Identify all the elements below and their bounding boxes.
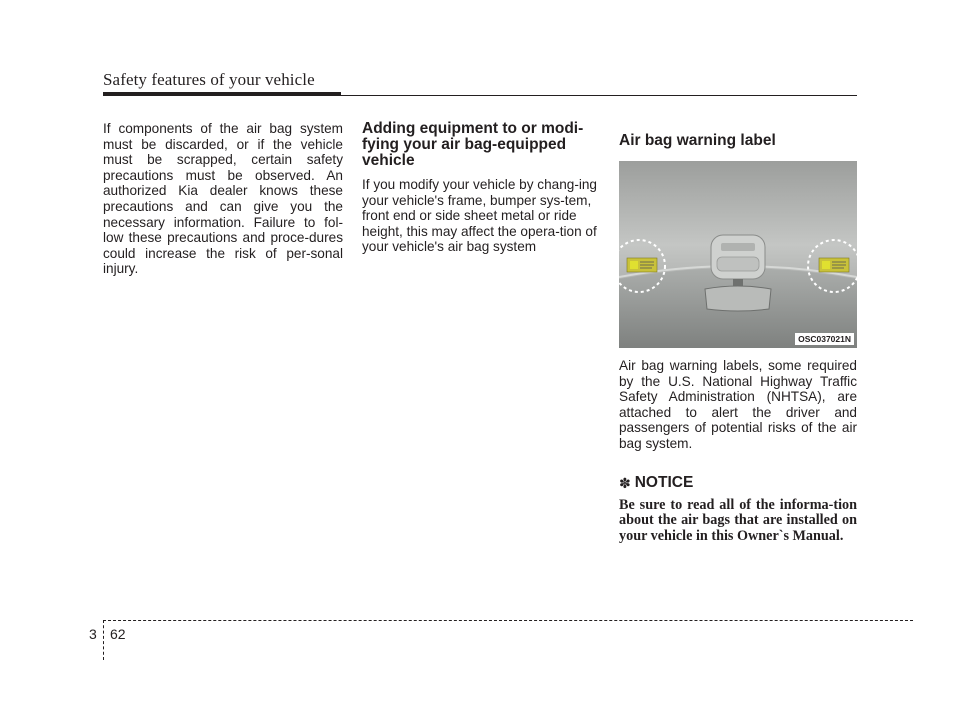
left-warning-label <box>627 258 657 272</box>
modify-heading: Adding equipment to or modi-fying your air bag-equipped vehicle <box>362 120 584 169</box>
column-3 <box>619 133 857 559</box>
footer-divider <box>103 620 104 660</box>
warning-label-heading: Air bag warning label <box>619 132 776 149</box>
column-2 <box>362 121 602 255</box>
page-chapter: 3 <box>89 626 97 642</box>
modify-paragraph: If you modify your vehicle by chang-ing your vehicle's frame, bumper sys-tem, front end or side sheet metal or ride height, this may affect the opera-tion of your vehicle's air bag system <box>362 177 597 255</box>
notice-heading-label: NOTICE <box>634 473 694 491</box>
page-number: 62 <box>110 626 126 642</box>
header-title: Safety features of your vehicle <box>103 70 315 89</box>
figure-code: OSC037021N <box>795 333 854 345</box>
notice-text: Be sure to read all of the informa-tion about the air bags that are installed on your vehicle in this Owner`s Manual. <box>619 496 857 544</box>
warning-label-paragraph: Air bag warning labels, some required by the U.S. National Highway Traffic Safety Administration (NHTSA), are attached to alert the driver and passengers of potential risks of the air bag system. <box>619 358 857 451</box>
airbag-label-figure <box>619 161 857 348</box>
notice-heading <box>619 474 857 492</box>
asterisk-icon: ✽ <box>619 474 631 491</box>
right-warning-label <box>819 258 849 272</box>
discard-paragraph: If components of the air bag system must be discarded, or if the vehicle must be scrapped, certain safety precautions must be observed. An authorized Kia dealer knows these precautions and can give you the necessary information. Failure to fol-low these precautions and proce-dures could increase the risk of per-sonal injury. <box>103 121 343 277</box>
footer-rule <box>103 620 913 621</box>
header-rule-thin <box>103 95 857 96</box>
column-1 <box>103 121 343 277</box>
headliner-illustration <box>619 161 857 348</box>
